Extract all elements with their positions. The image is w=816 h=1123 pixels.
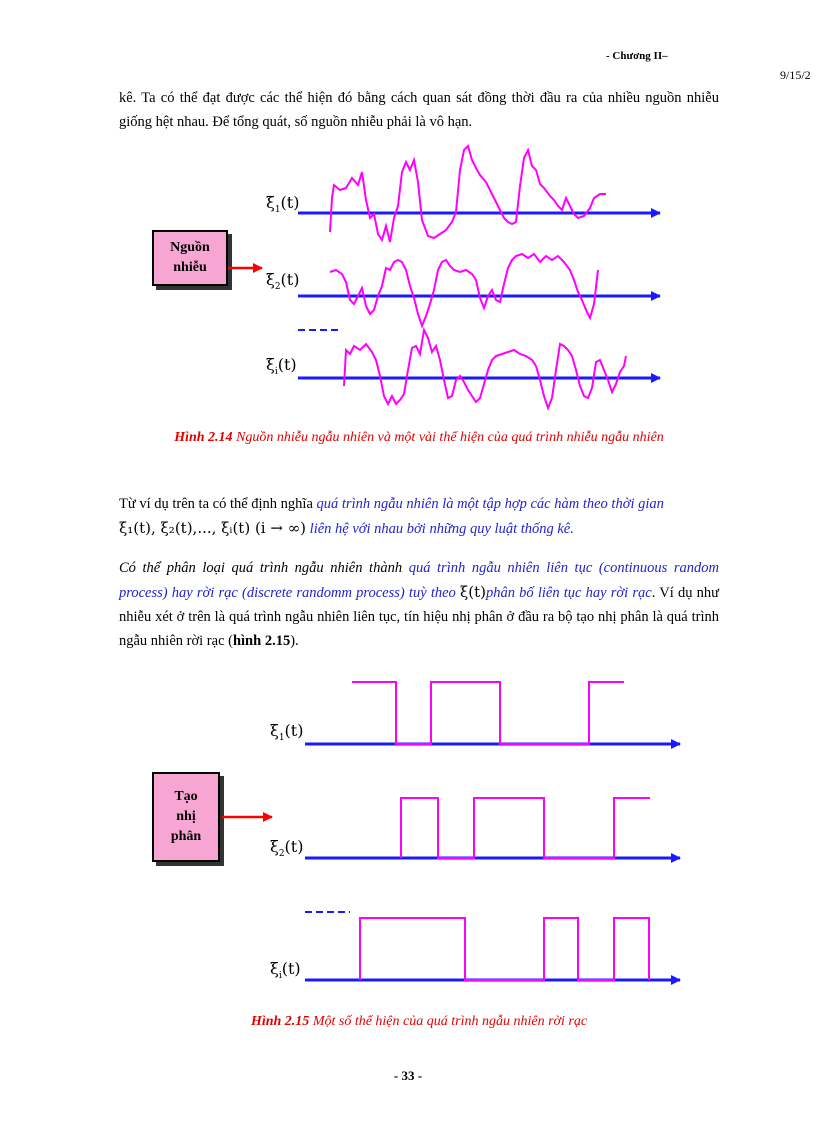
chapter-header: - Chương II– <box>606 50 668 62</box>
figure-2-14-label: Hình 2.14 <box>174 430 233 445</box>
binary-label-1: $\xi_1(t)$ <box>270 721 304 743</box>
binary-generator-label-3: phân <box>170 829 202 844</box>
binary-label-2: $\xi_2(t)$ <box>270 837 304 859</box>
definition-formula: ξ₁(t), ξ₂(t),..., ξᵢ(t) (i → ∞) <box>119 519 307 537</box>
signal-label-2: $\xi_2(t)$ <box>266 270 300 292</box>
definition-italic-2: liên hệ với nhau bởi những quy luật thống kê. <box>306 521 574 537</box>
binary-generator-label-1: Tạo <box>174 789 198 804</box>
binary-waveform-i <box>360 918 649 980</box>
definition-lead: Từ ví dụ trên ta có thể định nghĩa <box>119 496 317 512</box>
figure-2-15-label: Hình 2.15 <box>250 1014 310 1029</box>
classification-formula: ξ(t) <box>459 583 486 601</box>
classification-italic: quá trình ngẫu nhiên liên tục (continuous random process) hay rời rạc (discrete randomm process) tuỳ theo <box>119 560 720 601</box>
page-number: - 33 - <box>393 1068 423 1083</box>
header-date: 9/15/2 <box>780 68 811 82</box>
signal-label-i: $\xi_i(t)$ <box>266 355 297 377</box>
classification-italic-2: phân bố liên tục hay rời rạc <box>485 585 652 601</box>
classification-lead: Có thể phân loại quá trình ngẫu nhiên thành <box>119 560 409 576</box>
paragraph-intro: kê. Ta có thể đạt được các thể hiện đó bằng cách quan sát đồng thời đầu ra của nhiều nguồn nhiễu giống hệt nhau. Để tổng quát, số nguồn nhiễu phải là vô hạn. <box>119 90 719 130</box>
definition-italic: quá trình ngẫu nhiên là một tập hợp các hàm theo thời gian <box>316 496 664 512</box>
binary-waveform-1 <box>352 682 624 744</box>
signal-label-1: $\xi_1(t)$ <box>266 193 300 215</box>
binary-waveform-2 <box>401 798 650 858</box>
figure-2-15-caption <box>119 1014 719 1030</box>
classification-plain: . Ví dụ như nhiễu xét ở trên là quá trình ngẫu nhiên liên tục, tín hiệu nhị phân ở đầu ra bộ tạo nhị phân là quá trình ngẫu nhiên rời rạc ( <box>119 585 719 649</box>
figure-2-14-caption-text: Nguồn nhiễu ngẫu nhiên và một vài thể hiện của quá trình nhiễu ngẫu nhiên <box>232 430 664 445</box>
classification-figure-ref: hình 2.15 <box>232 633 291 649</box>
noise-source-label-2: nhiễu <box>173 260 207 275</box>
binary-generator-label-2: nhị <box>176 809 196 824</box>
binary-label-i: $\xi_i(t)$ <box>270 959 301 981</box>
noise-source-label-1: Nguồn <box>170 240 210 255</box>
figure-2-15-caption-text: Một số thể hiện của quá trình ngẫu nhiên rời rạc <box>309 1014 588 1029</box>
classification-end: ). <box>290 633 299 649</box>
